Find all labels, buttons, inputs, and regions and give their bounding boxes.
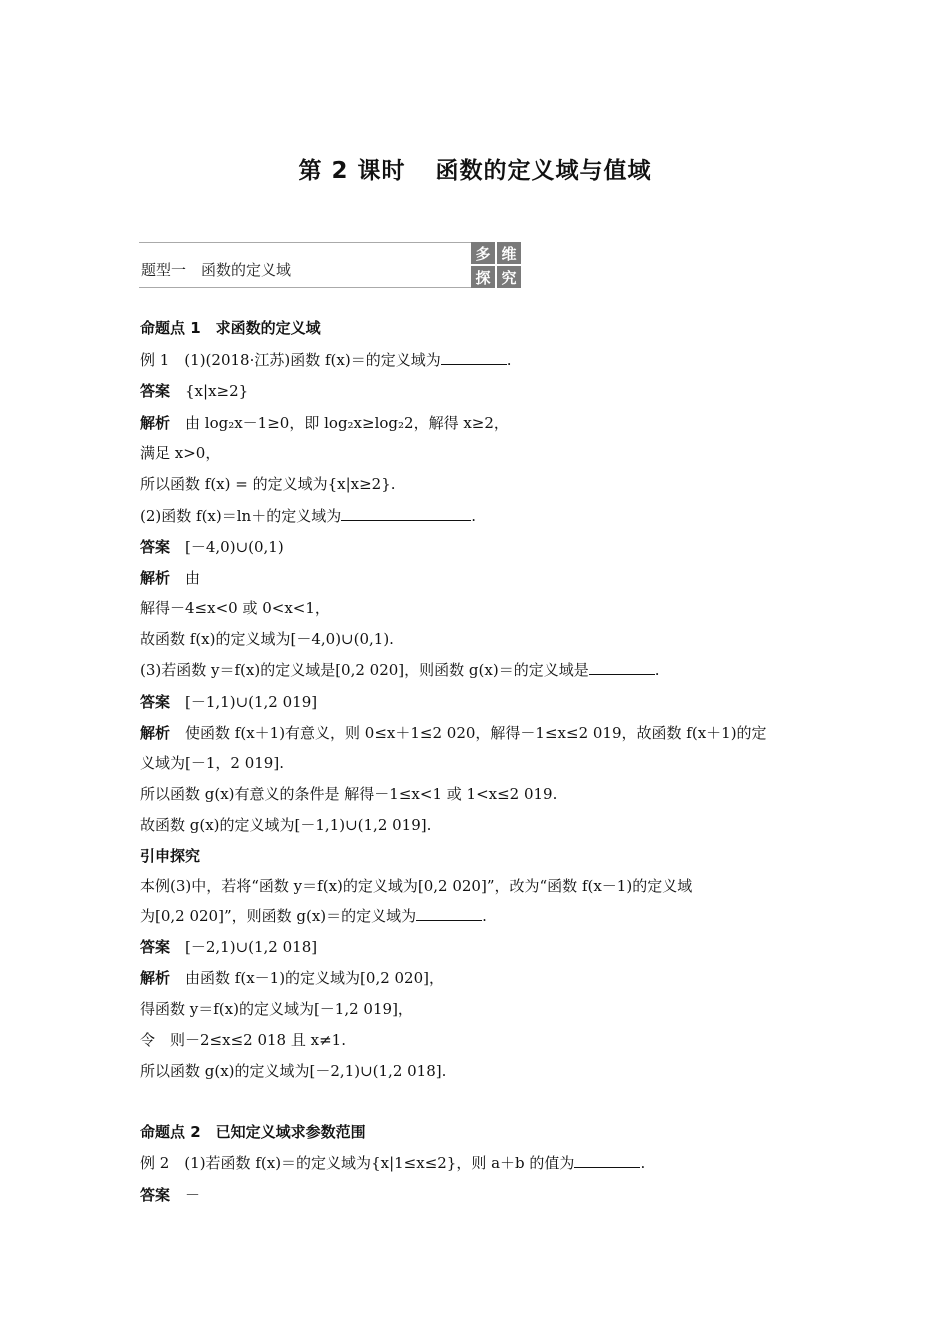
answer-blank	[441, 350, 507, 365]
line-segment: .	[654, 661, 660, 679]
line-segment: .	[640, 1154, 646, 1172]
line-segment: .	[482, 907, 487, 925]
answer-blank	[341, 506, 471, 521]
text-line	[140, 1153, 645, 1173]
answer-blank	[416, 906, 482, 921]
line-segment: 故函数 f(x)的定义域为[－4,0)∪(0,1).	[140, 630, 394, 648]
line-segment: 例 2 (1)若函数 f(x)＝	[140, 1154, 297, 1172]
line-segment: 故函数 g(x)的定义域为[－1,1)∪(1,2 019].	[140, 816, 432, 834]
line-segment: 满足 x>0，	[140, 444, 221, 462]
text-line	[140, 753, 284, 773]
text-line	[140, 968, 444, 988]
line-segment: 的定义域为	[365, 351, 441, 369]
line-segment: 本例(3)中，若将“函数 y＝f(x)的定义域为[0,2 020]”，改为“函数 f(x－1)的定义域	[140, 877, 693, 895]
text-line	[140, 568, 200, 588]
line-segment: 所以函数 g(x)的定义域为[－2,1)∪(1,2 018].	[140, 1062, 447, 1080]
text-line	[140, 815, 431, 835]
line-segment: 解析	[140, 569, 171, 587]
text-line	[140, 413, 509, 433]
text-line	[140, 906, 487, 926]
line-segment: [－1,1)∪(1,2 019]	[170, 693, 318, 711]
line-segment: 的定义域为	[266, 507, 342, 525]
line-segment: 义域为[－1，2 019].	[140, 754, 284, 772]
line-segment: (3)若函数 y＝f(x)的定义域是[0,2 020]，则函数 g(x)＝	[140, 661, 514, 679]
line-segment: 命题点 2 已知定义域求参数范围	[140, 1123, 366, 1141]
line-segment: 解析	[140, 724, 171, 742]
line-segment: 答案	[140, 938, 171, 956]
line-segment: 例 1 (1)(2018·江苏)函数 f(x)＝	[140, 351, 366, 369]
page-title	[0, 152, 950, 185]
line-segment: －	[170, 1186, 201, 1204]
line-segment: 解析	[140, 414, 171, 432]
text-line	[140, 1030, 346, 1050]
text-line	[140, 1185, 200, 1205]
text-line	[140, 537, 284, 557]
line-segment: 所以函数 f(x) = 的定义域为{x|x≥2}.	[140, 475, 396, 493]
line-segment: 由函数 f(x－1)的定义域为[0,2 020]，	[170, 969, 445, 987]
text-line	[140, 381, 248, 401]
line-segment: 为[0,2 020]”，则函数 g(x)＝的定义域为	[140, 907, 417, 925]
line-segment: 得函数 y＝f(x)的定义域为[－1,2 019]，	[140, 1000, 413, 1018]
title-topic: 函数的定义域与值域	[435, 158, 652, 184]
line-segment: [－4,0)∪(0,1)	[170, 538, 284, 556]
text-line	[140, 660, 660, 680]
title-lesson: 第 2 课时	[298, 158, 406, 184]
line-segment: 由 log₂x－1≥0，即 log₂x≥log₂2，解得 x≥2，	[170, 414, 509, 432]
line-segment: .	[471, 507, 476, 525]
section-label: 题型一 函数的定义域	[141, 261, 292, 279]
section-header	[139, 242, 471, 288]
line-segment: 答案	[140, 538, 171, 556]
badge-char: 究	[497, 266, 521, 288]
text-line	[140, 846, 200, 866]
line-segment: 答案	[140, 382, 171, 400]
line-segment: 命题点 1 求函数的定义域	[140, 319, 321, 337]
text-line	[140, 1061, 446, 1081]
answer-blank	[574, 1153, 640, 1168]
line-segment: .	[506, 351, 512, 369]
text-line	[140, 999, 413, 1019]
line-segment: 答案	[140, 693, 171, 711]
text-line	[140, 318, 321, 338]
line-segment: 所以函数 g(x)有意义的条件是 解得－1≤x<1 或 1<x≤2 019.	[140, 785, 558, 803]
text-line	[140, 692, 317, 712]
text-line	[140, 350, 512, 370]
line-segment: 解析	[140, 969, 171, 987]
line-segment: [－2,1)∪(1,2 018]	[170, 938, 318, 956]
line-segment: 使函数 f(x＋1)有意义，则 0≤x＋1≤2 020，解得－1≤x≤2 019，故函数 f(x＋1)的定	[170, 724, 767, 742]
text-line	[140, 629, 394, 649]
line-segment: 答案	[140, 1186, 171, 1204]
line-segment: 的定义域为	[296, 1154, 372, 1172]
text-line	[140, 474, 396, 494]
line-segment: {x|1≤x≤2}，则 a＋b 的值为	[371, 1154, 575, 1172]
badge-char: 多	[471, 242, 495, 264]
text-line	[140, 1122, 366, 1142]
text-line	[140, 443, 220, 463]
line-segment: (2)函数 f(x)＝ln＋	[140, 507, 267, 525]
line-segment: {x|x≥2}	[170, 382, 249, 400]
text-line	[140, 937, 317, 957]
badge-char: 维	[497, 242, 521, 264]
badge-char: 探	[471, 266, 495, 288]
answer-blank	[589, 660, 655, 675]
text-line	[140, 506, 476, 526]
text-line	[140, 876, 692, 896]
text-line	[140, 598, 330, 618]
line-segment: 解得－4≤x<0 或 0<x<1，	[140, 599, 330, 617]
line-segment: 的定义域是	[513, 661, 589, 679]
text-line	[140, 723, 767, 743]
multi-dimension-badge	[471, 242, 521, 288]
line-segment: 引申探究	[140, 847, 201, 865]
line-segment: 令 则－2≤x≤2 018 且 x≠1.	[140, 1031, 346, 1049]
text-line	[140, 784, 557, 804]
line-segment: 由	[170, 569, 201, 587]
